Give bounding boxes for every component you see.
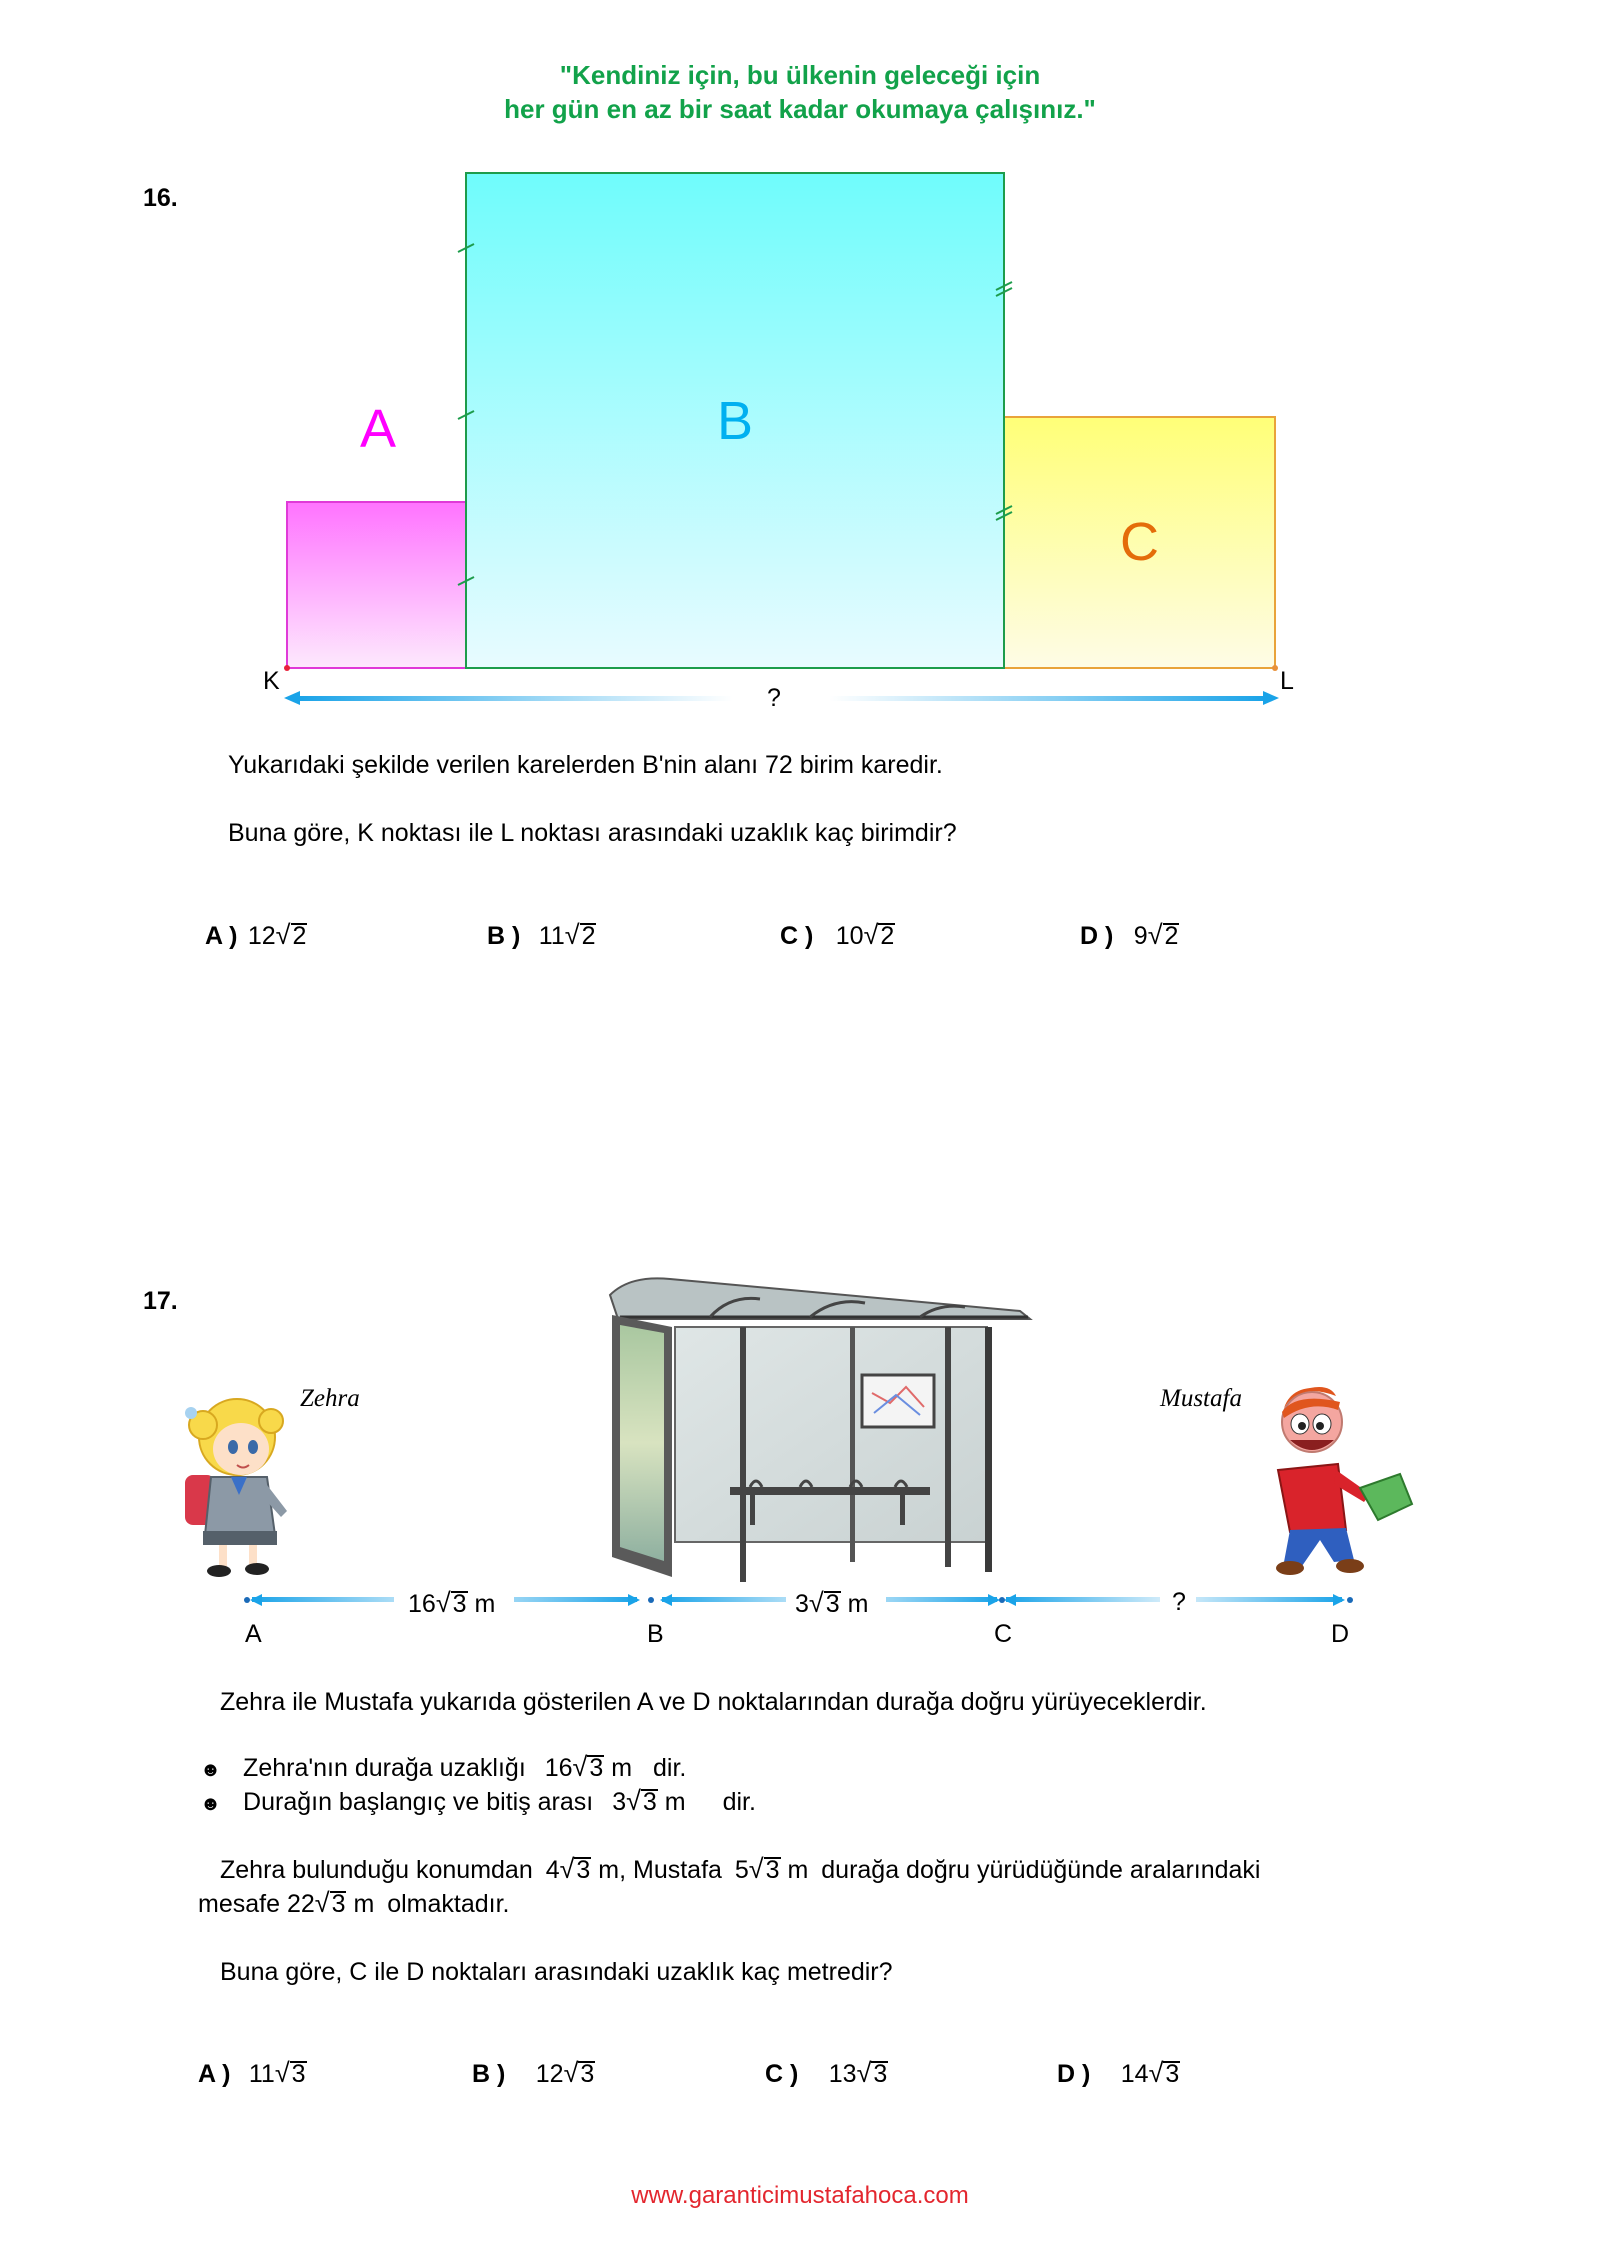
q17-intro: Zehra ile Mustafa yukarıda gösterilen A ve D noktalarından durağa doğru yürüyeceklerdir.	[220, 1688, 1207, 1716]
segment-bc-length: 3√3 m	[795, 1588, 869, 1618]
q16-option-b[interactable]: B ) 11√2	[487, 920, 596, 950]
point-k-label: K	[263, 667, 280, 695]
option-value: 10√2	[835, 920, 895, 950]
q17-paragraph-line-1: Zehra bulunduğu konumdan 4√3 m, Mustafa 5√3 m durağa doğru yürüdüğünde aralarındaki	[220, 1854, 1261, 1884]
point-d-dot	[1347, 1597, 1353, 1603]
q17-bullet-1: ☻ Zehra'nın durağa uzaklığı 16√3 m dir.	[200, 1752, 687, 1782]
point-l-label: L	[1280, 667, 1294, 695]
smiley-icon: ☻	[200, 1759, 222, 1781]
q17-question: Buna göre, C ile D noktaları arasındaki uzaklık kaç metredir?	[220, 1958, 893, 1986]
option-value: 12√2	[247, 920, 307, 950]
point-k-dot	[284, 665, 290, 671]
option-value: 14√3	[1120, 2058, 1180, 2088]
footer-website-link[interactable]: www.garanticimustafahoca.com	[631, 2182, 969, 2209]
name-label-mustafa: Mustafa	[1160, 1385, 1242, 1412]
q17-option-a[interactable]: A ) 11√3	[198, 2058, 306, 2088]
segment-ab-length: 16√3 m	[408, 1588, 496, 1618]
bus-stop-illustration	[590, 1275, 1060, 1600]
option-value: 9√2	[1133, 920, 1179, 950]
segment-cd-unknown: ?	[1172, 1588, 1186, 1616]
point-d-label: D	[1331, 1620, 1350, 1648]
question-16-number: 16.	[143, 184, 178, 212]
square-c-label: C	[1120, 512, 1159, 572]
option-value: 11√2	[538, 920, 596, 950]
point-l-dot	[1272, 665, 1278, 671]
q17-option-b[interactable]: B ) 12√3	[472, 2058, 595, 2088]
option-value: 13√3	[828, 2058, 888, 2088]
square-b-label: B	[717, 391, 754, 451]
mustafa-illustration	[1250, 1380, 1420, 1585]
option-value: 12√3	[535, 2058, 595, 2088]
point-b-dot	[648, 1597, 654, 1603]
point-c-dot	[999, 1597, 1005, 1603]
q16-option-c[interactable]: C ) 10√2	[780, 920, 895, 950]
distance-arrow-right-head	[1263, 691, 1279, 705]
q16-option-d[interactable]: D ) 9√2	[1080, 920, 1179, 950]
q16-option-a[interactable]: A ) 12√2	[205, 920, 307, 950]
q17-option-c[interactable]: C ) 13√3	[765, 2058, 888, 2088]
q17-bullet-2: ☻ Durağın başlangıç ve bitiş arası 3√3 m dir.	[200, 1786, 756, 1816]
q16-squares-figure	[0, 0, 1600, 720]
motto-line-2: her gün en az bir saat kadar okumaya çalışınız."	[504, 94, 1096, 124]
point-a-dot	[244, 1597, 250, 1603]
motto-line-1: "Kendiniz için, bu ülkenin geleceği için	[559, 60, 1041, 90]
point-a-label: A	[245, 1620, 262, 1648]
point-b-label: B	[647, 1620, 664, 1648]
q16-statement: Yukarıdaki şekilde verilen karelerden B'nin alanı 72 birim karedir.	[228, 751, 943, 779]
question-17-number: 17.	[143, 1287, 178, 1315]
q17-option-d[interactable]: D ) 14√3	[1057, 2058, 1180, 2088]
name-label-zehra: Zehra	[300, 1385, 360, 1412]
unknown-distance-label: ?	[767, 684, 781, 712]
q16-question: Buna göre, K noktası ile L noktası arasındaki uzaklık kaç birimdir?	[228, 819, 957, 847]
square-a	[287, 502, 466, 668]
smiley-icon: ☻	[200, 1793, 222, 1815]
distance-arrow-left-head	[284, 691, 300, 705]
point-c-label: C	[994, 1620, 1013, 1648]
q17-paragraph-line-2: mesafe 22√3 m olmaktadır.	[198, 1888, 510, 1918]
square-a-label: A	[360, 399, 397, 459]
zehra-illustration	[175, 1385, 300, 1585]
option-value: 11√3	[248, 2058, 306, 2088]
